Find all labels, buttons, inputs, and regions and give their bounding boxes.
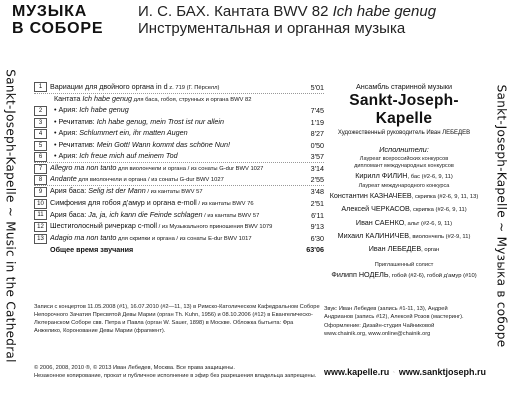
right-spine-text: Sankt-Joseph-Kapelle ~ Музыка в соборе	[494, 84, 508, 348]
performer-line	[324, 170, 484, 183]
track-note: для виолончели и органа / из сонаты G-dur BWV 1027	[76, 177, 224, 184]
track-title-text: • Ария:	[54, 151, 80, 161]
laureate-note-1: Лауреат всероссийских конкурсов	[359, 156, 449, 162]
right-spine	[490, 38, 512, 394]
header	[12, 3, 502, 37]
track-time: 1'19	[310, 117, 324, 127]
track-number: 4	[34, 129, 47, 139]
performer-detail: , бас (#2-6, 9, 11)	[407, 174, 453, 180]
performer-name: Иван САЕНКО	[355, 217, 405, 227]
track-number: 11	[34, 210, 47, 220]
performer-line	[324, 230, 484, 243]
performers-heading: Исполнители:	[379, 145, 429, 154]
performer-detail: , виолончель (#2-9, 11)	[409, 233, 471, 240]
credits-line-1: Звук: Иван Лебедев (запись #1-11, 13), Андрей	[324, 306, 448, 312]
track-number: 2	[34, 106, 47, 116]
track-title-italic: Ich habe genug	[79, 105, 129, 115]
track-note: для скрипки и органа / из сонаты E-dur BWV 1017	[116, 235, 252, 242]
track-title-text: • Ария:	[54, 105, 80, 115]
director: Художественный руководитель Иван ЛЕБЕДЕВ	[337, 130, 471, 136]
track-title-text: Ария баса:	[50, 209, 89, 219]
total-row	[34, 244, 324, 256]
track-title-text: • Речитатив:	[54, 116, 97, 126]
performer-detail: , скрипка (#2-6, 9, 11)	[409, 207, 467, 214]
title-italic: Ich habe genug	[332, 3, 437, 20]
website-links	[324, 367, 486, 377]
left-spine	[0, 38, 22, 394]
track-time: 6'11	[311, 210, 324, 220]
track-title-italic: Ich freue mich auf meinem Tod	[79, 151, 178, 161]
soloist-detail: , гобой (#2-6), гобой д'амур (#10)	[388, 273, 477, 280]
credits-line-2: Андрианов (запись #12), Алексей Розов (мастеринг).	[324, 314, 464, 321]
track-number: 12	[34, 222, 47, 232]
track-time: 3'57	[310, 152, 324, 162]
track-list	[34, 82, 324, 256]
track-number	[34, 94, 47, 104]
performer-name: Константин КАЗНАЧЕЕВ	[329, 191, 412, 201]
copyright-line-2: Незаконное копирование, прокат и публичное исполнение в эфир без разрешения владельца запрещены.	[34, 373, 317, 380]
track-note: z. 719 (Г. Пёрселл)	[167, 84, 220, 91]
soloist-heading: Приглашенный солист	[374, 262, 434, 269]
title-prefix: И. С. БАХ. Кантата BWV 82	[138, 3, 333, 20]
track-row	[34, 233, 324, 245]
track-number: 7	[34, 164, 47, 174]
website-1[interactable]: www.kapelle.ru	[324, 367, 390, 377]
performer-detail: , альт (#2-6, 9, 11)	[404, 220, 453, 227]
series-brand	[12, 3, 103, 37]
performer-detail: , орган	[421, 247, 440, 254]
ensemble-name: Sankt-Joseph-Kapelle	[349, 92, 459, 127]
track-time: 0'50	[310, 140, 324, 150]
track-number: 1	[34, 82, 47, 92]
track-number: 3	[34, 118, 47, 128]
track-title-italic: Andante	[50, 174, 77, 184]
track-time: 2'55	[310, 175, 324, 185]
track-number: 13	[34, 234, 47, 244]
performer-detail: , скрипка (#2-6, 9, 11, 13)	[411, 194, 479, 201]
track-title-text: Ария баса:	[50, 186, 89, 196]
credits-line-3: Оформление: Дизайн-студия Чайниковой	[324, 322, 435, 329]
copyright-line-1: © 2006, 2008, 2010 ®, © 2013 Иван Лебедев, Москва. Все права защищены.	[34, 365, 235, 371]
total-label: Общее время звучания	[50, 245, 134, 255]
performer-name: Алексей ЧЕРКАСОВ	[341, 204, 410, 214]
recording-notes: Записи с концертов 11.05.2008 (#1), 16.07.2010 (#2—11, 13) в Римско-Католическом Кафедральном Соборе Непорочного Зачатия Пресвятой Девы Марии (орган Th. Kuhn, 1956) и 08.10.2006 (#12) в Евангелическо-Лютеранском Соборе свв. Петра и Павла (орган W. Sauer, 1898) в Москве. Обложка бытьета: Фра Анжелико, Коронование Девы Марии (фрагмент).	[34, 304, 320, 335]
track-title-text: • Ария:	[54, 128, 80, 138]
track-title-italic: Ich habe genug	[82, 93, 132, 103]
performer-line	[324, 203, 484, 216]
performer-name: Иван ЛЕБЕДЕВ	[368, 244, 422, 254]
track-title-italic: Adagio ma non tanto	[50, 232, 117, 242]
total-time: 63'06	[306, 245, 324, 255]
track-title-italic: Mein Gott! Wann kommt das schöne Nun!	[96, 139, 230, 149]
performers-block	[324, 82, 484, 282]
track-note: / из Музыкального приношения BWV 1079	[157, 224, 273, 231]
soloist-name: Филипп НОДЕЛЬ	[331, 270, 389, 280]
track-time: 2'51	[310, 198, 324, 208]
wave-separator-icon	[393, 369, 395, 375]
credits-line-4: www.chainik.org, www.online@chainik.org	[324, 331, 431, 338]
album-title	[138, 3, 436, 37]
track-note: / из кантаты BWV 76	[196, 200, 254, 207]
performer-lines	[324, 170, 484, 256]
performer-line	[324, 217, 484, 230]
track-title-text: Кантата	[54, 93, 83, 103]
track-time: 3'48	[310, 187, 324, 197]
track-note: / из кантаты BWV 57	[202, 212, 260, 219]
track-title-text: Симфония для гобоя д'амур и органа e-moll	[50, 197, 197, 207]
track-note: / из кантаты BWV 57	[145, 189, 203, 196]
album-subtitle: Инструментальная и органная музыка	[138, 20, 406, 37]
performer-name: Михаил КАЛИНИЧЕВ	[337, 230, 410, 240]
track-number: 8	[34, 175, 47, 185]
track-time: 7'45	[310, 106, 324, 116]
track-time: 9'13	[310, 222, 324, 232]
performer-line	[324, 190, 484, 203]
performer-line	[324, 243, 484, 256]
track-title-italic: Ich habe genug, mein Trost ist nur allein	[96, 116, 225, 126]
left-spine-text: Sankt-Joseph-Kapelle ~ Music in the Cathedral	[4, 69, 18, 363]
website-2[interactable]: www.sanktjoseph.ru	[398, 367, 486, 377]
track-number: 6	[34, 152, 47, 162]
copyright	[34, 364, 320, 380]
credits	[324, 305, 486, 339]
track-time: 3'14	[310, 164, 324, 174]
track-number: 10	[34, 199, 47, 209]
track-title-text: Вариации для двойного органа in d	[50, 81, 168, 91]
track-number: 5	[34, 141, 47, 151]
track-title-italic: Schlummert ein, ihr matten Augen	[79, 128, 188, 138]
track-title-italic: Ja, ja, ich kann die Feinde schlagen	[88, 209, 203, 219]
brand-line-2: В СОБОРЕ	[12, 20, 104, 37]
track-number: 9	[34, 187, 47, 197]
ensemble-prefix: Ансамбль старинной музыки	[356, 82, 452, 91]
performer-name: Кирилл ФИЛИН	[355, 171, 408, 180]
track-title-italic: Allegro ma non tanto	[50, 163, 117, 173]
track-note: для баса, гобоя, струнных и органа BWV 82	[131, 96, 252, 103]
track-note: для виолончели и органа / из сонаты G-dur BWV 1027	[116, 166, 264, 173]
track-time: 8'27	[310, 129, 324, 139]
track-title	[50, 232, 298, 246]
brand-line-1: МУЗЫКА	[12, 3, 88, 20]
track-time: 5'01	[310, 82, 324, 92]
track-title-text: • Речитатив:	[54, 139, 97, 149]
laureate-note-2: дипломант международных конкурсов	[354, 163, 454, 169]
soloist-line	[324, 269, 484, 282]
performer-laureate-note: Лауреат международного конкурса	[358, 183, 450, 190]
track-title-text: Шестиголосный ричеркар c-moll	[50, 221, 158, 231]
track-title-italic: Selig ist der Mann	[88, 186, 146, 196]
track-time: 6'30	[310, 233, 324, 243]
